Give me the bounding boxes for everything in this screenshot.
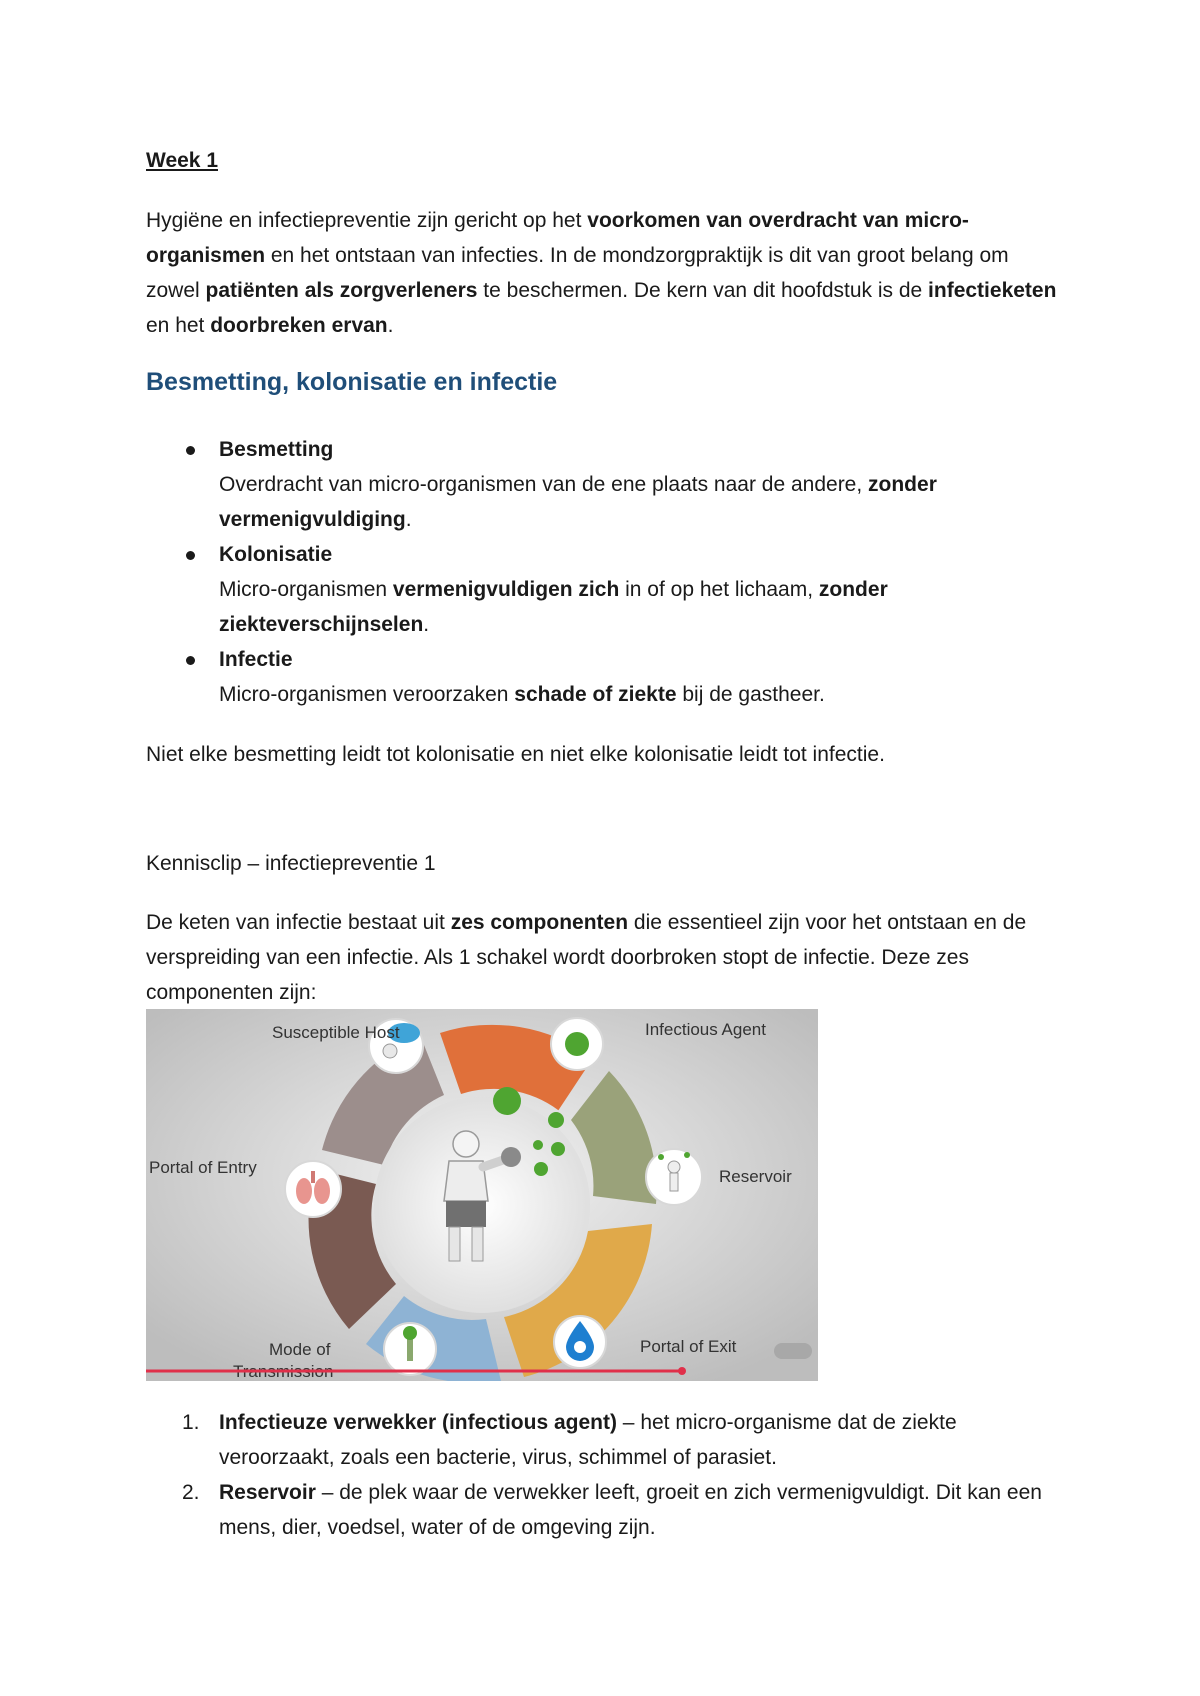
- definition-bold: schade of ziekte: [514, 683, 677, 706]
- definition-text: Overdracht van micro-organismen van de ene plaats naar de andere,: [219, 473, 869, 496]
- video-progress-handle: [678, 1367, 686, 1375]
- bullet-dot: [186, 551, 195, 560]
- definition-bold: zonder ziekteverschijnselen: [219, 578, 888, 636]
- chain-text-2: die essentieel zijn voor het ontstaan en de verspreiding van een infectie. Als 1 schakel wordt doorbroken stopt de infectie. Deze zes componenten zijn:: [146, 911, 1027, 1004]
- intro-text-3: te beschermen. De kern van dit hoofdstuk is de: [477, 279, 929, 302]
- definition-bold: vermenigvuldigen zich: [392, 578, 620, 601]
- definition-text: bij de gastheer.: [676, 683, 825, 706]
- note-paragraph: Niet elke besmetting leidt tot kolonisatie en niet elke kolonisatie leidt tot infectie.: [146, 743, 885, 766]
- intro-text-1: Hygiëne en infectiepreventie zijn gericht op het: [146, 209, 588, 232]
- label-susceptible-host: Susceptible Host: [272, 1023, 400, 1042]
- definition-item-kolonisatie: [146, 537, 1066, 642]
- component-term: Reservoir: [219, 1481, 316, 1504]
- definition-term: Infectie: [219, 648, 293, 671]
- section-heading: Besmetting, kolonisatie en infectie: [146, 368, 558, 396]
- intro-bold-2: patiënten als zorgverleners: [205, 279, 478, 302]
- infectious-agent-icon: [551, 1018, 603, 1070]
- chain-of-infection-figure: [146, 1009, 818, 1381]
- intro-bold-4: doorbreken ervan: [210, 314, 388, 337]
- label-portal-of-entry: Portal of Entry: [149, 1158, 257, 1177]
- chain-intro-paragraph: [146, 905, 1066, 1010]
- label-mode-of-transmission-1: Mode of: [269, 1340, 331, 1359]
- component-item-2: [146, 1475, 1066, 1545]
- intro-paragraph: [146, 203, 1066, 343]
- component-item-1: [146, 1405, 1066, 1475]
- intro-text-4: en het: [146, 314, 211, 337]
- definition-text: .: [423, 613, 430, 636]
- definition-item-besmetting: [146, 432, 1066, 537]
- label-mode-of-transmission-2: Transmission: [233, 1362, 334, 1381]
- definition-bold: zonder vermenigvuldiging: [219, 473, 937, 531]
- label-reservoir: Reservoir: [719, 1167, 792, 1186]
- chain-of-infection-svg: [146, 1009, 818, 1381]
- component-text: – de plek waar de verwekker leeft, groeit en zich vermenigvuldigt. Dit kan een mens, dier, voedsel, water of de omgeving zijn.: [219, 1481, 1042, 1539]
- portal-of-exit-icon: [554, 1316, 606, 1368]
- definition-term: Kolonisatie: [219, 543, 333, 566]
- reservoir-icon: [646, 1149, 702, 1205]
- definition-list: [146, 432, 1066, 712]
- intro-bold-3: infectieketen: [928, 279, 1057, 302]
- components-list: [146, 1405, 1066, 1545]
- component-term: Infectieuze verwekker (infectious agent): [219, 1411, 617, 1434]
- bullet-dot: [186, 656, 195, 665]
- week-title: Week 1: [146, 149, 218, 172]
- video-control-icon: [774, 1343, 812, 1359]
- label-portal-of-exit: Portal of Exit: [640, 1337, 737, 1356]
- component-text: – het micro-organisme dat de ziekte veroorzaakt, zoals een bacterie, virus, schimmel of parasiet.: [219, 1411, 957, 1469]
- chain-bold-1: zes componenten: [450, 911, 629, 934]
- portal-of-entry-icon: [285, 1161, 341, 1217]
- definition-item-infectie: [146, 642, 1066, 712]
- label-infectious-agent: Infectious Agent: [645, 1020, 766, 1039]
- definition-term: Besmetting: [219, 438, 334, 461]
- definition-text: Micro-organismen veroorzaken: [219, 683, 515, 706]
- intro-text-2: en het ontstaan van infecties. In de mondzorgpraktijk is dit van groot belang om zowel: [146, 244, 1009, 302]
- definition-text: in of op het lichaam,: [619, 578, 819, 601]
- clip-title: Kennisclip – infectiepreventie 1: [146, 852, 436, 875]
- component-number: 1.: [182, 1411, 200, 1434]
- intro-bold-1: voorkomen van overdracht van micro-organismen: [146, 209, 969, 267]
- chain-text-1: De keten van infectie bestaat uit: [146, 911, 451, 934]
- component-number: 2.: [182, 1481, 200, 1504]
- definition-text: Micro-organismen: [219, 578, 393, 601]
- mode-of-transmission-icon: [384, 1323, 436, 1375]
- intro-text-5: .: [387, 314, 394, 337]
- definition-text: .: [405, 508, 412, 531]
- bullet-dot: [186, 446, 195, 455]
